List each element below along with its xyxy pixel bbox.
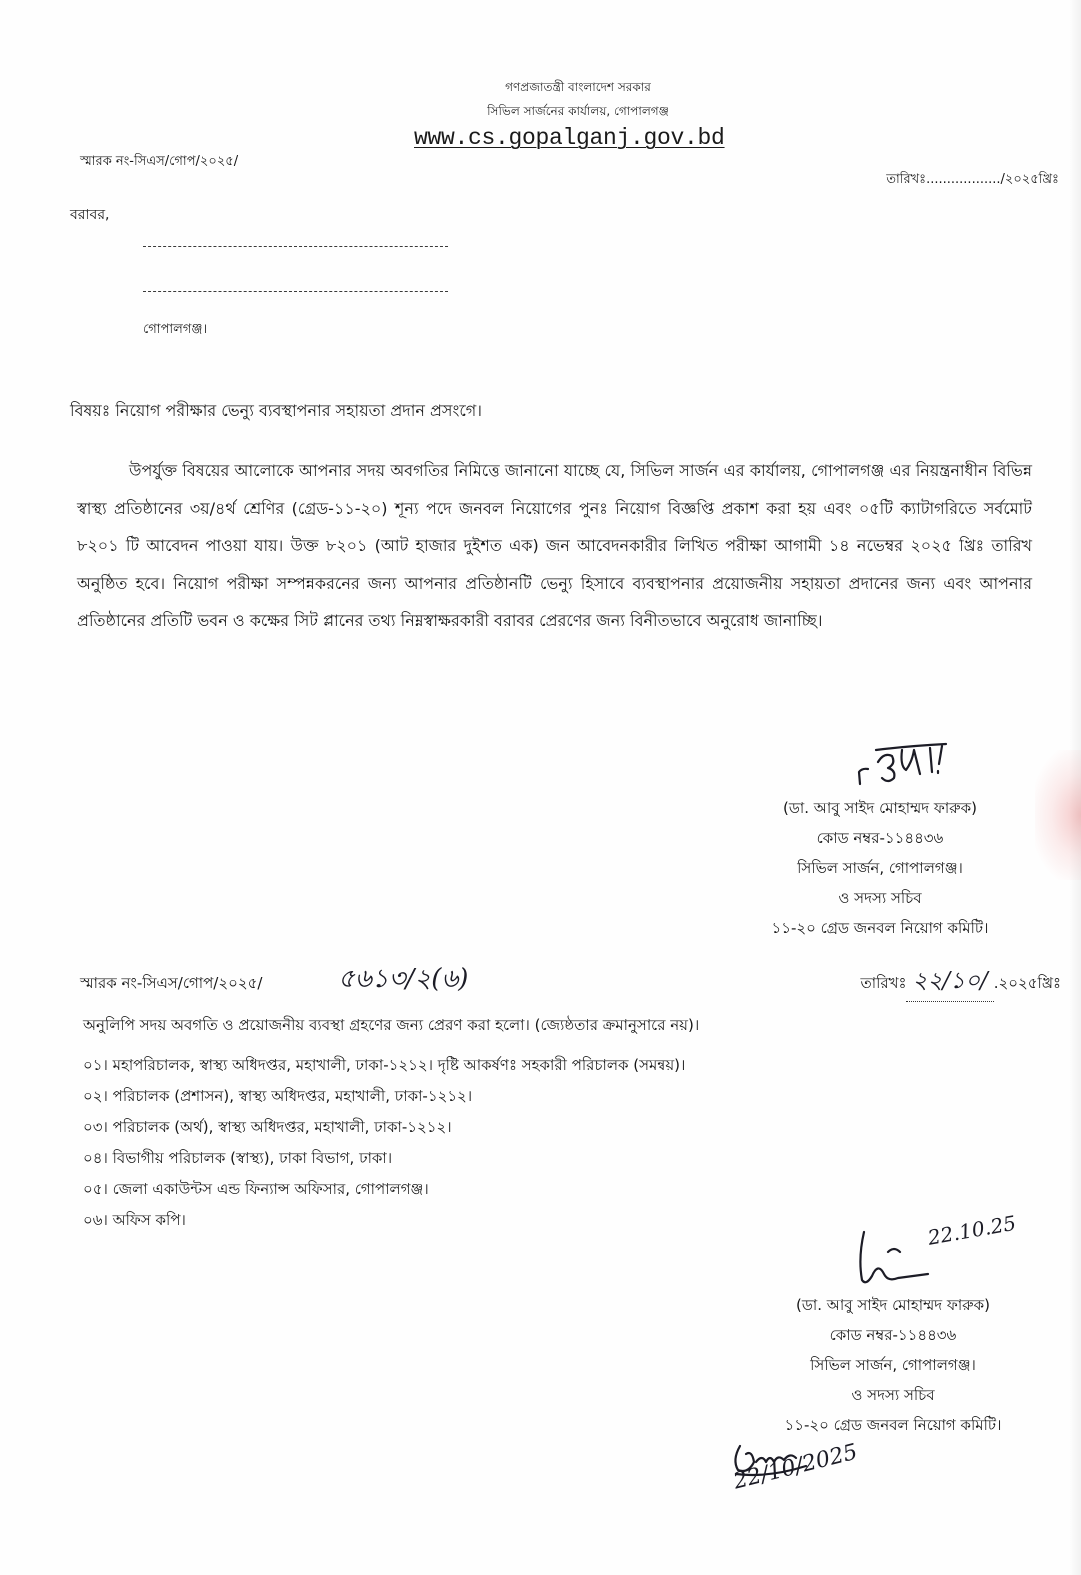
receipt-handwritten-date: 22/10/2025 [730,1439,861,1495]
copy-memo-number: স্মারক নং-সিএস/গোপ/২০২৫/ [80,974,263,992]
signatory-code: কোড নম্বর-১১৪৪৩৬ [829,1326,957,1344]
letterhead-office: সিভিল সার্জনের কার্যালয়, গোপালগঞ্জ [487,104,669,118]
list-item: ০৩। পরিচালক (অর্থ), স্বাস্থ্য অধিদপ্তর, মহাখালী, ঢাকা-১২১২। [83,1118,452,1136]
signatory-role: ও সদস্য সচিব [851,1386,935,1404]
signature-block-2 [728,1290,1058,1440]
memo-date-blank: .................. [926,172,1001,187]
signature-stroke [860,1232,928,1282]
signatory-designation: সিভিল সার্জন, গোপালগঞ্জ। [797,859,963,877]
list-item: ০৪। বিভাগীয় পরিচালক (স্বাস্থ্য), ঢাকা বিভাগ, ঢাকা। [83,1149,393,1167]
copy-memo-date-label: তারিখঃ [860,974,907,992]
signature-stroke [876,744,946,750]
memo-number: স্মারক নং-সিএস/গোপ/২০২৫/ [80,154,239,169]
copy-memo-date [860,962,1061,1002]
copy-memo-number-handwritten: ৫৬১৩/২(৬) [338,964,469,994]
signature-block-1 [715,793,1045,943]
signatory-committee: ১১-২০ গ্রেড জনবল নিয়োগ কমিটি। [784,1416,1002,1434]
signature-stroke [878,755,894,781]
distribution-list [83,1010,1043,1236]
signatory-designation: সিভিল সার্জন, গোপালগঞ্জ। [810,1356,976,1374]
signatory-role: ও সদস্য সচিব [838,889,922,907]
recipient-line-2 [143,291,448,292]
memo-date-label: তারিখঃ [886,172,927,187]
letter-subject: বিষয়ঃ নিয়োগ পরীক্ষার ভেন্যু ব্যবস্থাপনার সহায়তা প্রদান প্রসংগে। [70,401,483,420]
signatory-name: (ডা. আবু সাইদ মোহাম্মদ ফারুক) [795,1296,991,1314]
memo-date-suffix: /২০২৫খ্রিঃ [1000,172,1059,187]
signatory-committee: ১১-২০ গ্রেড জনবল নিয়োগ কমিটি। [771,919,989,937]
signature-stroke [930,748,932,772]
recipient-place: গোপালগঞ্জ। [143,322,208,337]
copy-memo-date-suffix: .২০২৫খ্রিঃ [993,974,1061,992]
copy-memo-date-handwritten: ২২/১০/ [906,962,993,1002]
letterhead-website: www.cs.gopalganj.gov.bd [414,125,725,151]
signatory-name: (ডা. আবু সাইদ মোহাম্মদ ফারুক) [782,799,978,817]
signature-stroke [938,746,942,773]
list-item: ০২। পরিচালক (প্রশাসন), স্বাস্থ্য অধিদপ্তর, মহাখালী, ঢাকা-১২১২। [83,1087,473,1105]
letterhead-government: গণপ্রজাতন্ত্রী বাংলাদেশ সরকার [505,80,651,94]
signature-1 [848,736,978,792]
signature-stroke [859,769,868,784]
signature-2-handwritten-date: 22.10.25 [925,1210,1018,1250]
signature-stroke [902,750,921,774]
list-item: ০৬। অফিস কপি। [83,1211,186,1229]
recipient-line-1 [143,246,448,247]
distribution-intro: অনুলিপি সদয় অবগতি ও প্রয়োজনীয় ব্যবস্থা গ্রহণের জন্য প্রেরণ করা হলো। (জ্যেষ্ঠতার ক্রমানুসারে নয়)। [83,1016,700,1034]
signature-stroke [888,1249,900,1252]
letter-body: উপর্যুক্ত বিষয়ের আলোকে আপনার সদয় অবগতির নিমিত্তে জানানো যাচ্ছে যে, সিভিল সার্জন এর কার্যালয়, গোপালগঞ্জ এর নিয়ন্ত্রনাধীন বিভিন্ন স্বাস্থ্য প্রতিষ্ঠানের ৩য়/৪র্থ শ্রেণির (গ্রেড-১১-২০) শূন্য পদে জনবল নিয়োগের পুনঃ নিয়োগ বিজ্ঞপ্তি প্রকাশ করা হয় এবং ০৫টি ক্যাটাগরিতে সর্বমোট ৮২০১ টি আবেদন পাওয়া যায়। উক্ত ৮২০১ (আট হাজার দুইশত এক) জন আবেদনকারীর লিখিত পরীক্ষা আগামী ১৪ নভেম্বর ২০২৫ খ্রিঃ তারিখ অনুষ্ঠিত হবে। নিয়োগ পরীক্ষা সম্পন্নকরনের জন্য আপনার প্রতিষ্ঠানটি ভেন্যু হিসাবে ব্যবস্থাপনার প্রয়োজনীয় সহায়তা প্রদানের জন্য এবং আপনার প্রতিষ্ঠানের প্রতিটি ভবন ও কক্ষের সিট প্লানের তথ্য নিম্নস্বাক্ষরকারী বরাবর প্রেরণের জন্য বিনীতভাবে অনুরোধ জানাচ্ছি। [77,461,1032,630]
memo-date [886,170,1059,191]
signatory-code: কোড নম্বর-১১৪৪৩৬ [816,829,944,847]
recipient-salutation: বরাবর, [70,207,110,223]
list-item: ০১। মহাপরিচালক, স্বাস্থ্য অধিদপ্তর, মহাখালী, ঢাকা-১২১২। দৃষ্টি আকর্ষণঃ সহকারী পরিচালক (সমন্বয়)। [83,1056,686,1074]
list-item: ০৫। জেলা একাউন্টস এন্ড ফিন্যান্স অফিসার, গোপালগঞ্জ। [83,1180,429,1198]
